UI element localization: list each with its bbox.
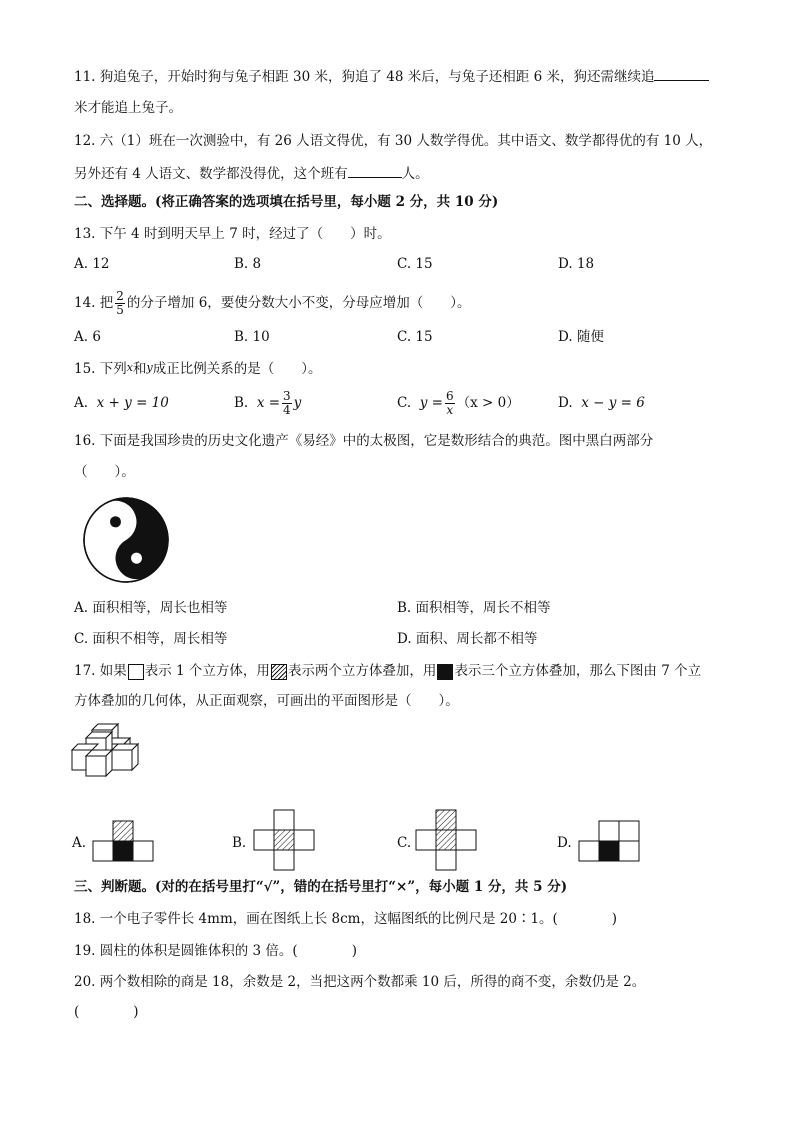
question-12-line1: 12. 六（1）班在一次测验中，有 26 人语文得优，有 30 人数学得优。其中语文、数学都得优的有 10 人， [74,133,713,149]
section-2-heading: 二、选择题。(将正确答案的选项填在括号里，每小题 2 分，共 10 分) [74,194,499,210]
q15-option-c[interactable] [397,386,520,420]
q17-option-d-label[interactable]: D. [557,835,572,851]
q13-option-c[interactable]: C. 15 [397,256,433,272]
question-17-line1 [74,662,701,680]
section-3-heading: 三、判断题。(对的在括号里打“√”，错的在括号里打“×”，每小题 1 分，共 5 分) [74,879,568,895]
question-15-stem [74,359,321,378]
question-16-line1: 16. 下面是我国珍贵的历史文化遗产《易经》中的太极图，它是数形结合的典范。图中黑白两部分 [74,433,654,449]
question-17-line2: 方体叠加的几何体，从正面观察，可画出的平面图形是（ ）。 [74,693,459,709]
option-expression-tail: y [293,395,302,411]
q17-option-a-label[interactable]: A. [72,835,87,851]
fraction-denominator: 5 [116,303,124,317]
q13-option-d[interactable]: D. 18 [558,256,595,272]
q15c-fraction [445,390,455,417]
fraction-numerator: 3 [283,389,291,403]
answer-blank[interactable] [348,163,402,178]
q17-text-d: 表示三个立方体叠加，那么下图由 7 个立 [454,663,702,679]
q17-option-c-label[interactable]: C. [397,835,412,851]
option-label: A. [74,395,89,411]
fraction-denominator: x [446,403,454,417]
q16-option-d[interactable]: D. 面积、周长都不相等 [397,631,538,647]
q14-option-d[interactable]: D. 随便 [558,329,604,345]
question-16-line2: （ ）。 [74,464,135,480]
q15-option-b[interactable] [234,386,301,420]
taiji-yin-yang-icon [80,497,172,583]
q17-text-b: 表示 1 个立方体，用 [144,663,270,679]
option-condition: （x > 0） [456,395,520,411]
question-11-line1 [74,66,709,86]
q14-option-b[interactable]: B. 10 [234,329,270,345]
q17-text-c: 表示两个立方体叠加，用 [287,663,437,679]
option-expression: y = [419,395,443,411]
q17-option-d-figure[interactable] [579,821,639,861]
q14-text-a: 14. 把 [74,295,114,311]
question-11-line2: 米才能追上兔子。 [74,100,182,116]
q17-option-a-figure[interactable] [93,821,153,861]
option-expression: x − y = 6 [581,395,645,411]
var-x: x [126,361,133,374]
question-19: 19. 圆柱的体积是圆锥体积的 3 倍。( ) [74,943,357,959]
question-11-text: 11. 狗追兔子，开始时狗与兔子相距 30 米，狗追了 48 米后，与兔子还相距 6 米，狗还需继续追 [74,69,655,85]
black-square-icon [437,664,453,680]
stacked-cubes-figure [72,716,142,776]
q14-fraction [115,290,125,317]
q17-option-b-label[interactable]: B. [232,835,247,851]
q16-option-c[interactable]: C. 面积不相等，周长相等 [74,631,228,647]
option-label: B. [234,395,249,411]
option-label: C. [397,395,412,411]
q14-option-c[interactable]: C. 15 [397,329,433,345]
q15-option-a[interactable] [74,386,169,420]
fraction-denominator: 4 [283,403,291,417]
question-12-text: 另外还有 4 人语文、数学都没得优，这个班有 [74,166,348,182]
fraction-numerator: 6 [445,389,454,403]
question-14-stem [74,288,471,318]
hatched-square-icon [271,664,287,680]
option-expression: x + y = 10 [96,395,169,411]
question-13-stem: 13. 下午 4 时到明天早上 7 时，经过了（ ）时。 [74,226,391,242]
q15b-fraction [282,390,292,417]
q14-text-b: 的分子增加 6，要使分数大小不变，分母应增加（ ）。 [126,295,471,311]
q16-option-a[interactable]: A. 面积相等，周长也相等 [74,600,228,616]
single-cube-square-icon [128,664,144,680]
q13-option-b[interactable]: B. 8 [234,256,262,272]
q17-text-a: 17. 如果 [74,663,127,679]
question-20-line1: 20. 两个数相除的商是 18，余数是 2，当把这两个数都乘 10 后，所得的商不变，余数仍是 2。 [74,974,646,990]
answer-blank[interactable] [654,66,709,81]
fraction-numerator: 2 [116,289,124,303]
q17-option-b-figure[interactable] [254,810,314,870]
q14-option-a[interactable]: A. 6 [74,329,101,345]
question-12-line2 [74,163,429,183]
option-label: D. [558,395,573,411]
option-expression: x = [256,395,281,411]
q15-option-d[interactable] [558,386,645,420]
q15-text-b: 成正比例关系的是（ ）。 [152,361,322,377]
var-y: y [146,361,153,374]
q16-option-b[interactable]: B. 面积相等，周长不相等 [397,600,551,616]
q15-and: 和 [132,361,147,377]
q17-option-c-figure[interactable] [416,810,476,870]
q15-text-a: 15. 下列 [74,361,127,377]
q13-option-a[interactable]: A. 12 [74,256,110,272]
question-20-line2: ( ) [74,1004,139,1020]
question-18: 18. 一个电子零件长 4mm，画在图纸上长 8cm，这幅图纸的比例尺是 20∶1。( ) [74,911,618,927]
question-12-unit: 人。 [401,166,429,182]
